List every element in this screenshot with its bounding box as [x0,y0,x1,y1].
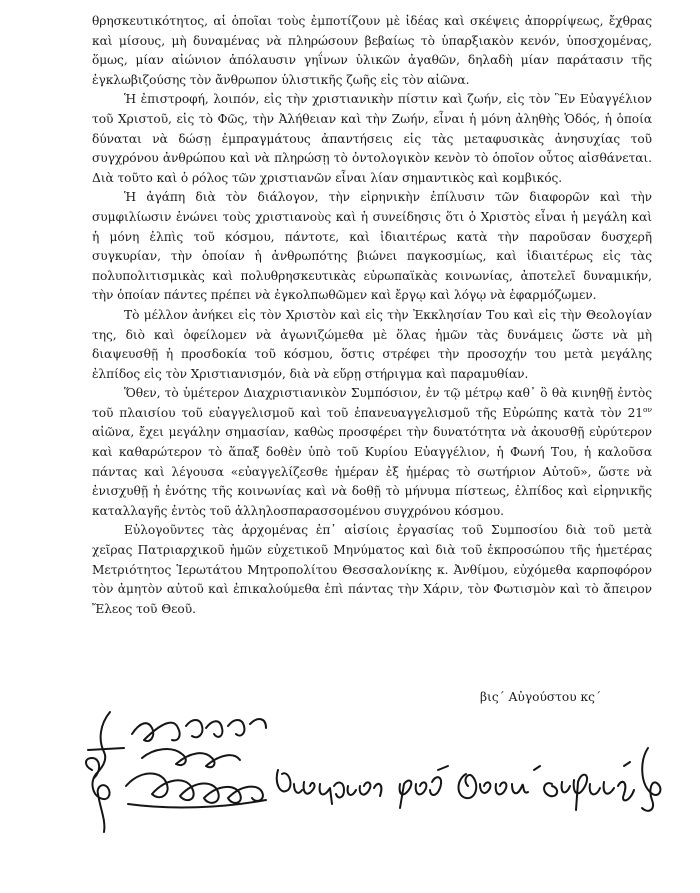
ordinal-superscript: ον [643,404,652,414]
paragraph-5 [92,384,652,521]
paragraph-6: Εὐλογοῦντες τὰς ἀρχομένας ἐπ᾽ αἰσίοις ἐργασίας τοῦ Συμποσίου διὰ τοῦ μετὰ χεῖρας Πατριαρχικοῦ ἡμῶν εὐχετικοῦ Μηνύματος καὶ διὰ τοῦ ἐκπροσώπου τῆς ἡμετέρας Μετριότητος Ἱερωτάτου Μητροπολίτου Θεσσαλονίκης κ. Ἀνθίμου, εὐχόμεθα καρποφόρον τὸν ἀμητὸν αὐτοῦ καὶ ἐπικαλούμεθα ἐπὶ πάντας τὴν Χάριν, τὸν Φωτισμὸν καὶ τὸ ἄπειρον Ἔλεος τοῦ Θεοῦ. [92,523,652,616]
paragraph-1: θρησκευτικότητος, αἱ ὁποῖαι τοὺς ἐμποτίζουν μὲ ἰδέας καὶ σκέψεις ἀπορρίψεως, ἔχθρας καὶ μίσους, μὴ δυναμένας νὰ πληρώσουν βεβαίως τὸ ὑπαρξιακὸν κενόν, ὑποσχομένας, ὅμως, μίαν αἰώνιον ἀπόλαυσιν γηΐνων ὑλικῶν ἀγαθῶν, δηλαδὴ μίαν παράτασιν τῆς ἐγκλωβιζούσης τὸν ἄνθρωπον ὑλιστικῆς ζωῆς εἰς τὸν αἰῶνα. [92,14,652,87]
signature-loop-left [86,758,99,778]
signature-underline [128,800,266,807]
document-body [92,12,652,619]
signature-upper-scroll [132,719,266,741]
paragraph-5-text-a: Ὅθεν, τὸ ὑμέτερον Διαχριστιανικὸν Συμπόσιον, ἐν τῷ μέτρῳ καθ᾽ ὃ θὰ κινηθῇ ἐντὸς τοῦ πλαισίου τοῦ εὐαγγελισμοῦ καὶ τοῦ ἐπανευαγγελισμοῦ τῆς Εὐρώπης κατὰ τὸν 21 [92,386,652,420]
signature-middle-scroll [142,749,240,767]
signature-trailing-mark [642,748,660,811]
paragraph-5-text-b: αἰῶνα, ἔχει μεγάλην σημασίαν, καθὼς προσφέρει τὴν δυνατότητα νὰ ἀκουσθῇ εὐρύτερον καὶ καθαρώτερον τὸ ἅπαξ δοθὲν ὑπὸ τοῦ Κυρίου Εὐαγγέλιον, ἡ Φωνή Του, ἡ καλοῦσα πάντας καὶ λέγουσα «εὐαγγελίζεσθε ἡμέραν ἐξ ἡμέρας τὸ σωτήριον Αὐτοῦ», ὥστε νὰ ἐνισχυθῇ ἡ ἑνότης τῆς κοινωνίας καὶ νὰ δοθῇ τὸ μήνυμα πίστεως, ἐλπίδος καὶ εἰρηνικῆς καταλλαγῆς ἐντὸς τοῦ ἀλληλοσπαρασσομένου συγχρόνου κόσμου. [92,425,652,518]
signature-image [82,700,672,850]
signature-cross-bar [88,748,124,750]
signature-cross-stroke [93,712,110,832]
paragraph-2: Ἡ ἐπιστροφή, λοιπόν, εἰς τὴν χριστιανικὴν πίστιν καὶ ζωήν, εἰς τὸν Ἓν Εὐαγγέλιον τοῦ Χριστοῦ, εἰς τὸ Φῶς, τὴν Ἀλήθειαν καὶ τὴν Ζωήν, εἶναι ἡ μόνη ἀληθὴς Ὁδός, ἡ ὁποία δύναται νὰ δώσῃ ἐμπραγμάτους ἀπαντήσεις εἰς τὰς μεταφυσικὰς ἀνησυχίας τοῦ συγχρόνου ἀνθρώπου καὶ νὰ πληρώσῃ τὸ ὀντολογικὸν κενὸν τὸ ὁποῖον οὗτος αἰσθάνεται. Διὰ τοῦτο καὶ ὁ ρόλος τῶν χριστιανῶν εἶναι λίαν σημαντικὸς καὶ κομβικός. [92,92,652,185]
signature-word-3 [459,766,541,798]
date-line: βις´ Αὐγούστου κς´ [480,690,602,704]
signature-lower-scroll [126,773,263,802]
signature-word-1 [277,770,382,804]
signature-word-4 [544,762,634,810]
paragraph-4: Τὸ μέλλον ἀνήκει εἰς τὸν Χριστὸν καὶ εἰς τὴν Ἐκκλησίαν Του καὶ εἰς τὴν Θεολογίαν της, διὸ καὶ ὀφείλομεν νὰ ἀγωνιζώμεθα μὲ ὅλας ἡμῶν τὰς δυνάμεις ὥστε νὰ μὴ διαψευσθῇ ἡ προσδοκία τοῦ κόσμου, ὅστις στρέφει τὴν προσοχήν του μετὰ μεγάλης ἐλπίδος εἰς τὸν Χριστιανισμόν, διὰ νὰ εὕρῃ στήριγμα καὶ παραμυθίαν. [92,307,652,381]
signature-word-2 [400,766,448,808]
paragraph-3: Ἡ ἀγάπη διὰ τὸν διάλογον, τὴν εἰρηνικὴν ἐπίλυσιν τῶν διαφορῶν καὶ τὴν συμφιλίωσιν ἑνώνει τοὺς χριστιανοὺς καὶ ἡ συνείδησις ὅτι ὁ Χριστὸς εἶναι ἡ μεγάλη καὶ ἡ μόνη ἐλπὶς τοῦ κόσμου, πάντοτε, καὶ ἰδιαιτέρως κατὰ τὴν παροῦσαν δυσχερῆ συγκυρίαν, τὴν ὁποίαν ἡ ἀνθρωπότης βιώνει παγκοσμίως, καὶ ἰδιαιτέρως εἰς τὰς πολυπολιτισμικὰς καὶ πολυθρησκευτικὰς εὐρωπαϊκὰς κοινωνίας, ἀποτελεῖ δυναμικήν, τὴν ὁποίαν πάντες πρέπει νὰ ἐγκολπωθῶμεν καὶ ἔργῳ καὶ λόγῳ νὰ ἐφαρμόζωμεν. [92,190,652,303]
